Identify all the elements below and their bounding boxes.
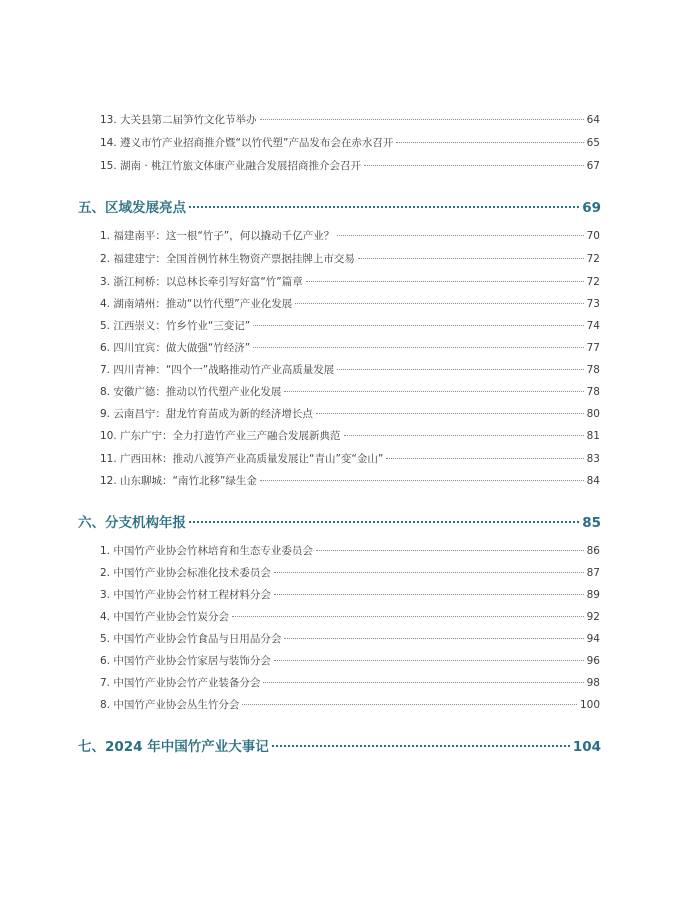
toc-item-title: 7. 中国竹产业协会竹产业装备分会 (100, 677, 261, 689)
toc-item-title: 2. 中国竹产业协会标准化技术委员会 (100, 567, 271, 579)
toc-item[interactable] (100, 406, 600, 421)
toc-item-page: 77 (586, 342, 600, 354)
toc-item-title: 14. 遵义市竹产业招商推介暨“以竹代塑”产品发布会在赤水召开 (100, 137, 394, 149)
toc-item[interactable] (100, 697, 600, 712)
section-title: 五、区域发展亮点 (78, 200, 186, 216)
toc-item-title: 4. 湖南靖州：推动“以竹代塑”产业化发展 (100, 298, 293, 310)
leader-dots (189, 521, 579, 523)
toc-item[interactable] (100, 565, 600, 580)
toc-item[interactable] (100, 274, 600, 289)
leader-dots (272, 745, 570, 747)
toc-item-page: 78 (586, 386, 600, 398)
toc-item[interactable] (100, 609, 600, 624)
toc-item-title: 5. 江西崇义：竹乡竹业“三变记” (100, 320, 251, 332)
leader-dots (337, 235, 583, 236)
leader-dots (344, 435, 584, 436)
leader-dots (284, 638, 583, 639)
toc-item-page: 74 (586, 320, 600, 332)
toc-item-title: 7. 四川青神：“四个一”战略推动竹产业高质量发展 (100, 364, 335, 376)
section-title: 七、2024 年中国竹产业大事记 (78, 739, 269, 755)
section-page: 104 (572, 739, 601, 755)
toc-item-title: 6. 中国竹产业协会竹家居与装饰分会 (100, 655, 271, 667)
leader-dots (242, 704, 577, 705)
toc-item-title: 12. 山东聊城：“南竹北移”绿生金 (100, 475, 257, 487)
leader-dots (253, 325, 583, 326)
toc-item-title: 1. 中国竹产业协会竹林培育和生态专业委员会 (100, 545, 313, 557)
section-title: 六、分支机构年报 (78, 515, 186, 531)
toc-item-page: 73 (586, 298, 600, 310)
toc-item-page: 100 (579, 699, 600, 711)
toc-item-page: 86 (586, 545, 600, 557)
leader-dots (316, 413, 584, 414)
leader-dots (316, 550, 584, 551)
leader-dots (364, 165, 584, 166)
leader-dots (189, 206, 579, 208)
toc-item-title: 4. 中国竹产业协会竹炭分会 (100, 611, 229, 623)
toc-item[interactable] (100, 318, 600, 333)
leader-dots (232, 616, 584, 617)
toc-section-heading[interactable] (78, 196, 601, 216)
leader-dots (306, 281, 584, 282)
toc-item[interactable] (100, 135, 600, 150)
toc-item[interactable] (100, 340, 600, 355)
toc-item[interactable] (100, 451, 600, 466)
toc-item[interactable] (100, 631, 600, 646)
leader-dots (274, 660, 584, 661)
leader-dots (260, 119, 584, 120)
toc-item-page: 89 (586, 589, 600, 601)
toc-item[interactable] (100, 675, 600, 690)
toc-item-page: 64 (586, 114, 600, 126)
leader-dots (274, 572, 584, 573)
toc-item-page: 84 (586, 475, 600, 487)
toc-item-title: 6. 四川宜宾：做大做强“竹经济” (100, 342, 251, 354)
section-page: 85 (582, 515, 601, 531)
leader-dots (396, 142, 583, 143)
leader-dots (284, 391, 583, 392)
toc-item[interactable] (100, 653, 600, 668)
toc-item-page: 98 (586, 677, 600, 689)
toc-item[interactable] (100, 587, 600, 602)
toc-section-heading[interactable] (78, 735, 601, 755)
toc-item-title: 13. 大关县第二届笋竹文化节举办 (100, 114, 257, 126)
toc-item-page: 65 (586, 137, 600, 149)
toc-item-title: 10. 广东广宁：全力打造竹产业三产融合发展新典范 (100, 430, 341, 442)
toc-item[interactable] (100, 228, 600, 243)
leader-dots (260, 480, 584, 481)
toc-item-title: 2. 福建建宁：全国首例竹林生物资产票据挂牌上市交易 (100, 253, 355, 265)
toc-item[interactable] (100, 296, 600, 311)
toc-item-title: 11. 广西田林：推动八渡笋产业高质量发展让“青山”变“金山” (100, 453, 384, 465)
toc-item-title: 1. 福建南平：这一根“竹子”，何以撬动千亿产业？ (100, 230, 335, 242)
toc-item[interactable] (100, 112, 600, 127)
leader-dots (263, 682, 583, 683)
toc-item-title: 3. 中国竹产业协会竹材工程材料分会 (100, 589, 271, 601)
toc-item[interactable] (100, 543, 600, 558)
toc-item[interactable] (100, 362, 600, 377)
leader-dots (295, 303, 583, 304)
toc-item-page: 94 (586, 633, 600, 645)
toc-item[interactable] (100, 428, 600, 443)
leader-dots (358, 258, 584, 259)
toc-item-page: 92 (586, 611, 600, 623)
toc-item-page: 72 (586, 276, 600, 288)
toc-item-page: 67 (586, 160, 600, 172)
toc-item-title: 9. 云南昌宁：甜龙竹育苗成为新的经济增长点 (100, 408, 313, 420)
toc-item-page: 72 (586, 253, 600, 265)
toc-item[interactable] (100, 473, 600, 488)
section-page: 69 (582, 200, 601, 216)
toc-item-page: 78 (586, 364, 600, 376)
toc-item-title: 15. 湖南 · 桃江竹旅文体康产业融合发展招商推介会召开 (100, 160, 362, 172)
leader-dots (274, 594, 584, 595)
toc-item-page: 81 (586, 430, 600, 442)
leader-dots (337, 369, 583, 370)
toc-item-page: 83 (586, 453, 600, 465)
toc-item[interactable] (100, 384, 600, 399)
toc-item[interactable] (100, 158, 600, 173)
toc-item[interactable] (100, 251, 600, 266)
toc-item-title: 3. 浙江柯桥：以总林长牵引写好富“竹”篇章 (100, 276, 303, 288)
toc-item-page: 87 (586, 567, 600, 579)
leader-dots (386, 458, 583, 459)
toc-item-title: 8. 安徽广德：推动以竹代塑产业化发展 (100, 386, 282, 398)
toc-item-page: 70 (586, 230, 600, 242)
toc-item-title: 5. 中国竹产业协会竹食品与日用品分会 (100, 633, 282, 645)
toc-item-page: 80 (586, 408, 600, 420)
toc-section-heading[interactable] (78, 511, 601, 531)
leader-dots (253, 347, 583, 348)
toc-item-title: 8. 中国竹产业协会丛生竹分会 (100, 699, 240, 711)
toc-item-page: 96 (586, 655, 600, 667)
